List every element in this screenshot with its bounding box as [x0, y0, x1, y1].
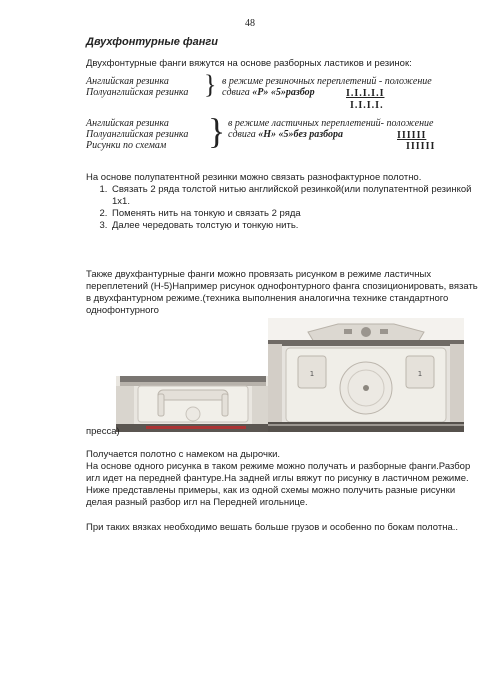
group1-pattern2: I.I.I.I. [350, 100, 384, 111]
group2-label-schemes: Рисунки по схемам [86, 140, 167, 151]
group1-note [222, 76, 432, 98]
svg-text:1: 1 [417, 370, 423, 378]
para-also: Также двухфантурные фанги можно провязать рисунком в режиме ластичных переплетений (Н-5)Например рисунок однофонтурного фанга спозиционировать, вязать в двухфантурном режиме.(техника выполнения аналогична технике стандартного однофонтурного [86, 269, 478, 316]
group2-labels [86, 118, 188, 151]
caption-tail: пресса) [86, 426, 120, 437]
photo-machine-small [116, 368, 270, 432]
group1-label-half-english: Полуанглийская резинка [86, 87, 189, 98]
group1-pattern1: I.I.I.I.I [346, 88, 385, 99]
half-patent-steps [96, 184, 478, 232]
group2-brace: } [208, 111, 226, 151]
para-weights: При таких вязках необходимо вешать больше грузов и особенно по бокам полотна.. [86, 522, 459, 533]
group2-note-line1: в режиме ластичных переплетений- положение [228, 118, 434, 129]
intro-text: Двухфонтурные фанги вяжутся на основе разборных ластиков и резинок: [86, 58, 412, 69]
page-number: 48 [245, 18, 255, 29]
group2-pattern1: IIIIII [397, 130, 427, 141]
step-item: 3. Далее чередовать толстую и тонкую нить. [110, 220, 478, 232]
group1-label-english: Английская резинка [86, 76, 169, 87]
para-result-1: Получается полотно с намеком на дырочки. [86, 449, 281, 460]
half-patent-lead: На основе полупатентной резинки можно связать разнофактурное полотно. [86, 172, 422, 183]
group2-label-half-english: Полуанглийская резинка [86, 129, 189, 140]
group2-pattern2: IIIIII [406, 141, 436, 152]
page-title: Двухфонтурные фанги [86, 36, 218, 48]
para-result-2: На основе одного рисунка в таком режиме можно получать и разборные фанги.Разбор игл идет на передней фантуре.На задней иглы вяжут по рисунку в ластичном режиме. Ниже представлены примеры, как из одной схемы можно получить разные рисунки делая разный разбор игл на Передней игольнице. [86, 461, 471, 508]
group2-label-english: Английская резинка [86, 118, 169, 129]
group1-note-line1: в режиме резиночных переплетений - положение [222, 76, 432, 87]
group2-note-line2: сдвига «Н» «5»без разбора [228, 129, 343, 140]
step-item: 1. Связать 2 ряда толстой нитью английской резинкой(или полупатентной резинкой 1х1. [110, 184, 478, 208]
group1-labels [86, 76, 188, 98]
step-item: 2. Поменять нить на тонкую и связать 2 ряда [110, 208, 478, 220]
photo-machine-large [268, 318, 464, 432]
group1-note-line2: сдвига «Р» «5»разбор [222, 87, 315, 98]
group1-brace: } [204, 70, 217, 99]
svg-text:1: 1 [309, 370, 315, 378]
